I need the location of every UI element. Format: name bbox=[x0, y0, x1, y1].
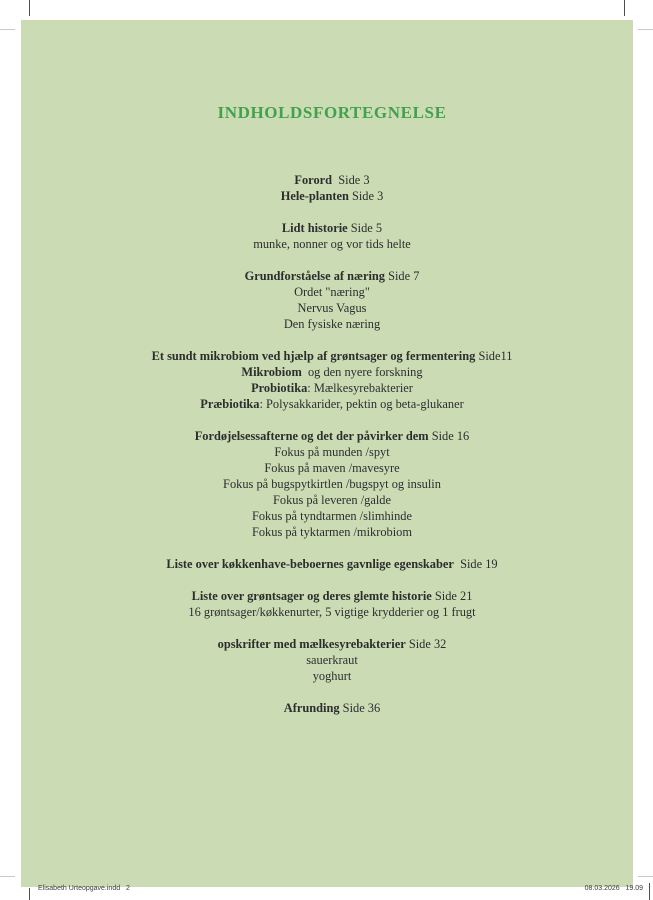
toc-line: Fordøjelsessafterne og det der påvirker dem Side 16 bbox=[194, 429, 470, 443]
crop-mark-top-right-horizontal bbox=[638, 29, 653, 30]
page-title: INDHOLDSFORTEGNELSE bbox=[217, 103, 447, 122]
toc-line: Den fysiske næring bbox=[283, 317, 381, 331]
toc-line: munke, nonner og vor tids helte bbox=[253, 237, 411, 251]
toc-group bbox=[31, 700, 633, 716]
toc-group bbox=[31, 588, 633, 620]
toc-group bbox=[31, 348, 633, 412]
crop-mark-top-left-vertical bbox=[29, 0, 30, 16]
crop-mark-bottom-right-vertical bbox=[649, 883, 650, 900]
toc-line: Lidt historie Side 5 bbox=[281, 221, 383, 235]
toc-line: Nervus Vagus bbox=[297, 301, 367, 315]
toc-group bbox=[31, 172, 633, 204]
footer-filename-text: Elisabeth Urteopgave.indd 2 bbox=[38, 885, 130, 892]
toc-line: Grundforståelse af næring Side 7 bbox=[244, 269, 420, 283]
toc-line: Fokus på tyktarmen /mikrobiom bbox=[251, 525, 413, 539]
toc-line: Et sundt mikrobiom ved hjælp af grøntsager og fermentering Side11 bbox=[151, 349, 513, 363]
toc-line: Præbiotika: Polysakkarider, pektin og beta-glukaner bbox=[200, 397, 464, 411]
toc-line: yoghurt bbox=[312, 669, 352, 683]
toc-line: Fokus på bugspytkirtlen /bugspyt og insulin bbox=[223, 477, 441, 491]
crop-mark-bottom-left-vertical bbox=[29, 888, 30, 900]
toc-line: Forord Side 3 bbox=[294, 173, 370, 187]
toc-line: Fokus på maven /mavesyre bbox=[264, 461, 400, 475]
toc-line: Hele-planten Side 3 bbox=[280, 189, 384, 203]
footer-datetime-text: 08.03.2026 19.09 bbox=[584, 885, 643, 892]
toc-line: Fokus på leveren /galde bbox=[272, 493, 392, 507]
crop-mark-bottom-right-horizontal bbox=[638, 876, 653, 877]
toc-line: Liste over køkkenhave-beboernes gavnlige egenskaber Side 19 bbox=[166, 557, 498, 571]
toc-group bbox=[31, 220, 633, 252]
toc bbox=[31, 172, 633, 732]
toc-line: Fokus på tyndtarmen /slimhinde bbox=[251, 509, 413, 523]
crop-mark-top-left-horizontal bbox=[0, 29, 15, 30]
toc-group bbox=[31, 268, 633, 332]
toc-line: Mikrobiom og den nyere forskning bbox=[241, 365, 423, 379]
toc-line: sauerkraut bbox=[306, 653, 358, 667]
crop-mark-bottom-left-horizontal bbox=[0, 876, 15, 877]
toc-group bbox=[31, 636, 633, 684]
toc-line: Probiotika: Mælkesyrebakterier bbox=[251, 381, 413, 395]
toc-line: Afrunding Side 36 bbox=[283, 701, 381, 715]
toc-line: Fokus på munden /spyt bbox=[274, 445, 390, 459]
toc-group bbox=[31, 428, 633, 540]
toc-line: Ordet "næring" bbox=[294, 285, 370, 299]
toc-line: Liste over grøntsager og deres glemte historie Side 21 bbox=[191, 589, 473, 603]
crop-mark-top-right-vertical bbox=[624, 0, 625, 16]
toc-line: opskrifter med mælkesyrebakterier Side 32 bbox=[217, 637, 447, 651]
toc-line: 16 grøntsager/køkkenurter, 5 vigtige krydderier og 1 frugt bbox=[188, 605, 476, 619]
toc-group bbox=[31, 556, 633, 572]
